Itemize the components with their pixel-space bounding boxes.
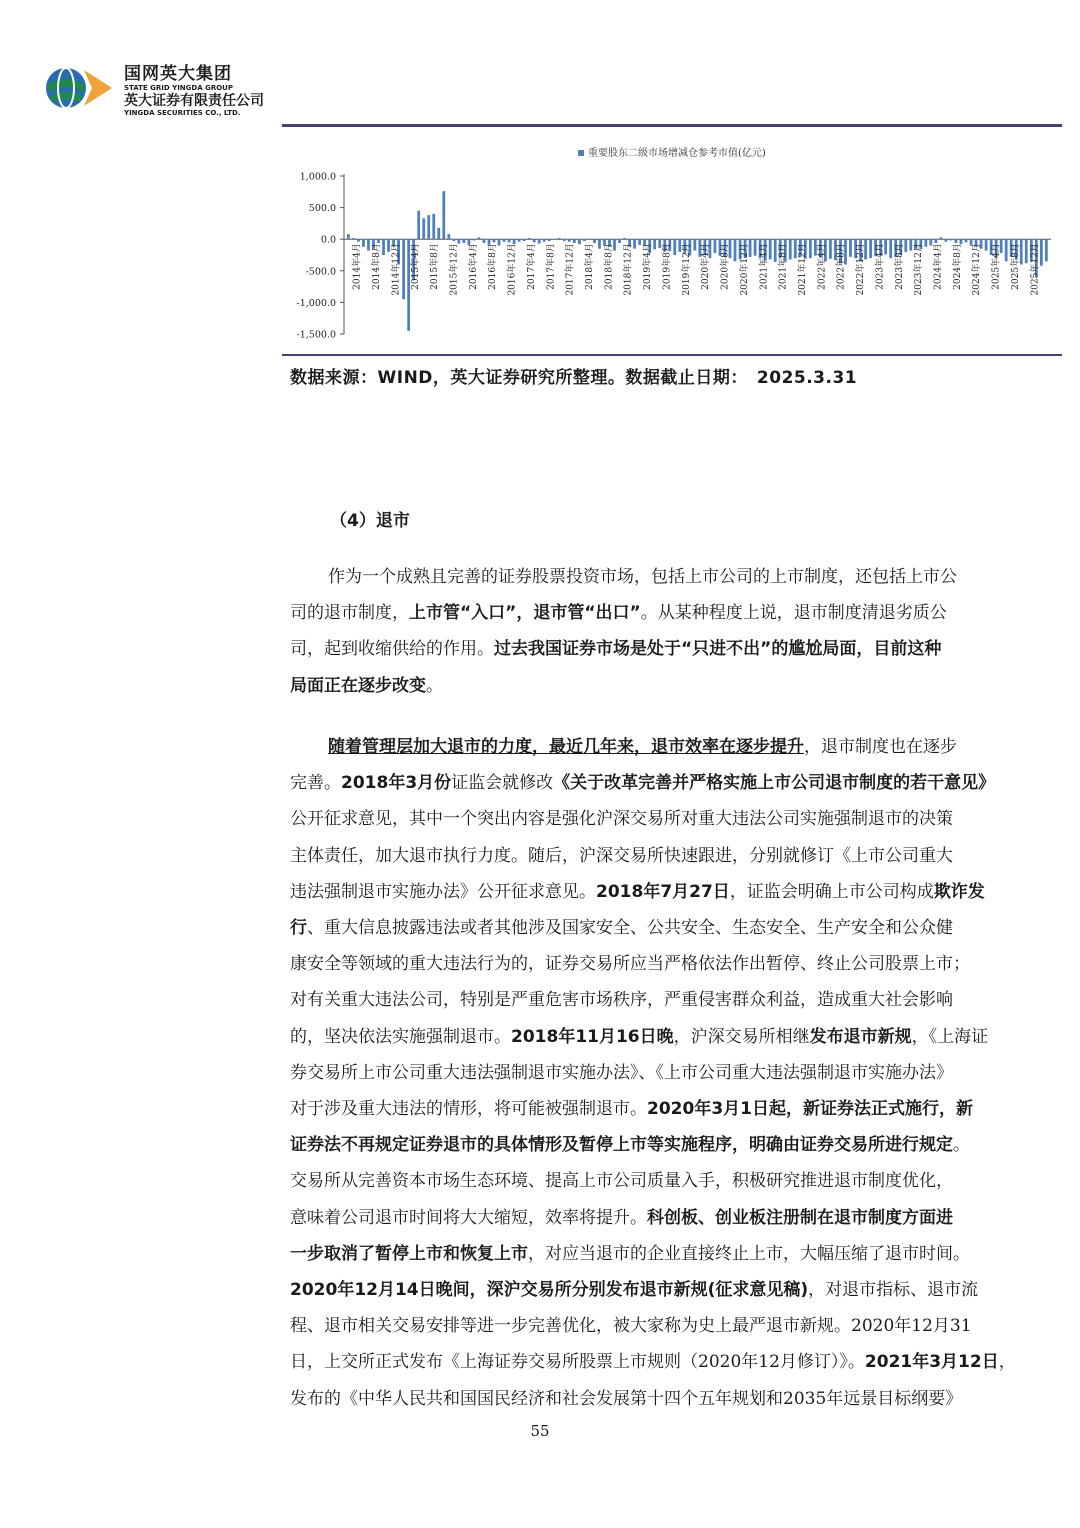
text-line <box>290 1200 1040 1236</box>
data-bar <box>473 239 476 240</box>
header-divider <box>282 124 1062 127</box>
text-run: ，退市制度也在逐步 <box>804 737 957 757</box>
data-bar <box>427 215 430 239</box>
x-tick-label: 2020年4月 <box>701 243 712 290</box>
x-tick-label: 2020年12月 <box>739 243 750 296</box>
data-bar <box>1040 239 1043 266</box>
text-line <box>290 1127 1040 1163</box>
data-bar <box>1005 239 1008 261</box>
x-tick-label: 2024年8月 <box>952 243 963 290</box>
data-bar <box>483 239 486 243</box>
data-bar <box>417 211 420 239</box>
text-run: 券交易所上市公司重大违法强制退市实施办法》、《上市公司重大违法强制退市实施办法》 <box>290 1062 953 1083</box>
x-tick-label: 2017年12月 <box>565 243 576 296</box>
data-bar <box>754 239 757 255</box>
text-line <box>290 801 1040 837</box>
text-line <box>290 982 1040 1018</box>
data-bar <box>493 239 496 242</box>
data-bar <box>809 239 812 258</box>
text-run: 的，坚决依法实施强制退市。 <box>290 1026 511 1047</box>
data-bar <box>548 239 551 241</box>
data-bar <box>523 239 526 241</box>
y-tick-label: 1,000.0 <box>299 171 336 183</box>
x-tick-label: 2024年12月 <box>972 243 983 296</box>
text-line <box>290 1236 1040 1272</box>
bar-chart <box>286 138 1062 356</box>
legend-label: 重要股东二级市场增减仓参考市值(亿元) <box>588 148 766 159</box>
text-run: 。从某种程度上说，退市制度清退劣质公 <box>640 603 947 624</box>
chart-bottom-divider <box>282 354 1062 356</box>
text-run: ，证监会明确上市公司构成 <box>729 881 934 902</box>
text-run: ，沪深交易所相继 <box>673 1026 810 1047</box>
data-bar <box>457 239 460 243</box>
bold-text-run: 过去我国证券市场是处于“只进不出”的尴尬局面，目前这种 <box>494 639 942 660</box>
x-tick-label: 2017年4月 <box>526 243 537 290</box>
text-run: 违法强制退市实施办法》公开征求意见。 <box>290 881 596 902</box>
data-bar <box>869 239 872 258</box>
text-run: 发布的《中华人民共和国国民经济和社会发展第十四个五年规划和2035年远景目标纲要》 <box>290 1388 963 1409</box>
x-tick-label: 2019年12月 <box>681 243 692 296</box>
text-line <box>290 631 1040 667</box>
text-line <box>290 1091 1040 1127</box>
data-bar <box>573 239 576 243</box>
data-bar <box>1025 239 1028 263</box>
x-tick-label: 2020年8月 <box>720 243 731 290</box>
text-line <box>290 874 1040 910</box>
y-tick-label: 500.0 <box>308 203 336 215</box>
bold-text-run: 2021年3月12日 <box>864 1352 999 1373</box>
subsidiary-name-en: YINGDA SECURITIES CO., LTD. <box>124 109 241 117</box>
data-bar <box>452 239 455 241</box>
data-bar <box>377 239 380 243</box>
data-bar <box>945 239 948 242</box>
data-bar <box>678 239 681 252</box>
x-tick-label: 2015年4月 <box>410 243 421 290</box>
x-tick-label: 2015年8月 <box>430 243 441 290</box>
data-bar <box>929 239 932 245</box>
x-tick-label: 2022年8月 <box>836 243 847 290</box>
text-run: 作为一个成熟且完善的证券股票投资市场，包括上市公司的上市制度，还包括上市公 <box>328 567 957 587</box>
x-tick-label: 2015年12月 <box>449 243 460 296</box>
y-tick-label: -500.0 <box>305 266 336 278</box>
data-bar <box>538 239 541 243</box>
paragraph-intro <box>290 559 1040 704</box>
text-line <box>290 1344 1040 1380</box>
x-tick-label: 2018年8月 <box>604 243 615 290</box>
text-run: ，对退市指标、退市流 <box>808 1280 979 1301</box>
company-name-cn: 国网英大集团 <box>124 64 232 84</box>
x-tick-label: 2016年8月 <box>488 243 499 290</box>
text-run: 司，起到收缩供给的作用。 <box>290 639 494 660</box>
data-bar <box>558 238 561 239</box>
data-bar <box>693 239 696 250</box>
data-bar <box>402 239 405 299</box>
text-run: 程、退市相关交易安排等进一步完善优化，被大家称为史上最严退市新规。2020年12月31 <box>290 1316 972 1337</box>
data-bar <box>543 239 546 242</box>
x-tick-label: 2022年4月 <box>817 243 828 290</box>
text-line <box>290 946 1040 982</box>
text-run: 交易所从完善资本市场生态环境、提高上市公司质量入手，积极研究推进退市制度优化， <box>290 1171 953 1192</box>
chart-container <box>286 138 1062 356</box>
data-bar <box>357 239 360 242</box>
text-run: 证监会就修改 <box>451 773 554 794</box>
text-run: 康安全等领域的重大违法行为的，证券交易所应当严格依法作出暂停、终止公司股票上市； <box>290 954 970 975</box>
data-bar <box>588 239 591 240</box>
data-bar <box>568 239 571 242</box>
text-run: 司的退市制度， <box>290 603 409 624</box>
data-bar <box>1045 239 1048 261</box>
text-line <box>290 729 1040 765</box>
data-bar <box>407 239 410 331</box>
data-bar <box>889 239 892 258</box>
y-tick-label: 0.0 <box>320 234 336 246</box>
bold-text-run: 发布退市新规 <box>809 1026 912 1047</box>
data-bar <box>618 239 621 243</box>
data-source-note: 数据来源：WIND，英大证券研究所整理。数据截止日期： 2025.3.31 <box>290 368 858 388</box>
data-bar <box>593 239 596 243</box>
header <box>40 58 340 128</box>
x-tick-label: 2019年4月 <box>643 243 654 290</box>
data-bar <box>829 239 832 259</box>
x-tick-label: 2014年12月 <box>391 243 402 296</box>
data-bar <box>673 239 676 255</box>
data-bar <box>598 239 601 248</box>
x-tick-label: 2014年4月 <box>352 243 363 290</box>
bold-text-run: 2018年7月27日 <box>596 881 730 902</box>
data-bar <box>774 239 777 262</box>
text-run: 对于涉及重大违法的情形，将可能被强制退市。 <box>290 1099 647 1120</box>
text-run: ， <box>998 1352 1016 1373</box>
data-bar <box>924 239 927 247</box>
data-bar <box>940 237 943 239</box>
data-bar <box>447 234 450 239</box>
text-run: 日，上交所正式发布《上海证券交易所股票上市规则（2020年12月修订）》。 <box>290 1352 865 1373</box>
data-bar <box>437 228 440 239</box>
paragraph-delisting-history <box>290 729 1040 1417</box>
data-bar <box>553 239 556 240</box>
x-tick-label: 2025年12月 <box>1030 243 1041 296</box>
data-bar <box>387 239 390 252</box>
y-tick-label: -1,500.0 <box>296 329 336 341</box>
x-tick-label: 2018年4月 <box>585 243 596 290</box>
text-run: 意味着公司退市时间将大大缩短，效率将提升。 <box>290 1207 647 1228</box>
text-line <box>290 668 1040 704</box>
data-bar <box>935 239 938 243</box>
data-bar <box>367 239 370 250</box>
bold-text-run: 证券法不再规定证券退市的具体情形及暂停上市等实施程序，明确由证券交易所进行规定 <box>290 1135 953 1156</box>
x-tick-label: 2014年8月 <box>372 243 383 290</box>
x-tick-label: 2016年12月 <box>507 243 518 296</box>
data-bar <box>904 239 907 252</box>
bold-text-run: 一步取消了暂停上市和恢复上市 <box>290 1243 528 1264</box>
text-run: 对有关重大违法公司，特别是严重危害市场秩序，严重侵害群众利益，造成重大社会影响 <box>290 990 953 1011</box>
bold-text-run: 欺诈发 <box>933 881 985 902</box>
x-tick-label: 2021年12月 <box>797 243 808 296</box>
data-bar <box>623 238 626 239</box>
data-bar <box>442 191 445 239</box>
data-bar <box>462 239 465 243</box>
data-bar <box>352 238 355 239</box>
section-title: （4）退市 <box>330 511 410 531</box>
data-bar <box>734 239 737 261</box>
data-bar <box>518 239 521 242</box>
x-tick-label: 2021年4月 <box>759 243 770 290</box>
text-run: 、重大信息披露违法或者其他涉及国家安全、公共安全、生态安全、生产安全和公众健 <box>307 918 953 939</box>
legend-swatch <box>578 150 584 156</box>
data-bar <box>583 239 586 241</box>
text-run: ，对应当退市的企业直接终止上市，大幅压缩了退市时间。 <box>528 1243 970 1264</box>
text-line <box>290 595 1040 631</box>
data-bar <box>658 239 661 248</box>
text-run: 。 <box>426 675 443 696</box>
bold-text-run: 行 <box>290 918 307 939</box>
text-line <box>290 765 1040 801</box>
data-bar <box>653 239 656 249</box>
text-line <box>290 1019 1040 1055</box>
company-name-block <box>124 64 264 118</box>
data-bar <box>578 239 581 244</box>
text-line <box>290 1308 1040 1344</box>
data-bar <box>503 239 506 242</box>
subsidiary-name-cn: 英大证券有限责任公司 <box>124 93 264 109</box>
x-tick-label: 2023年12月 <box>914 243 925 296</box>
data-bar <box>950 239 953 240</box>
data-bar <box>432 214 435 239</box>
data-bar <box>714 239 717 253</box>
x-tick-label: 2023年8月 <box>894 243 905 290</box>
data-bar <box>638 239 641 245</box>
text-line <box>290 1163 1040 1199</box>
text-line <box>290 1055 1040 1091</box>
bold-text-run: 《关于改革完善并严格实施上市公司退市制度的若干意见》 <box>553 773 996 794</box>
text-line <box>290 1272 1040 1308</box>
data-bar <box>347 234 350 239</box>
data-bar <box>849 239 852 257</box>
bold-text-run: 局面正在逐步改变 <box>290 675 426 696</box>
text-line <box>290 559 1040 595</box>
data-bar <box>382 239 385 255</box>
y-tick-label: -1,000.0 <box>296 297 336 309</box>
data-bar <box>909 239 912 250</box>
x-tick-label: 2017年8月 <box>546 243 557 290</box>
text-run: 公开征求意见，其中一个突出内容是强化沪深交易所对重大违法公司实施强制退市的决策 <box>290 809 953 830</box>
bold-text-run: 2018年11月16日晚 <box>511 1026 674 1047</box>
data-bar <box>528 238 531 239</box>
data-bar <box>563 239 566 241</box>
text-run: 完善。 <box>290 773 341 794</box>
company-logo-icon <box>44 64 118 116</box>
data-bar <box>985 239 988 250</box>
x-tick-label: 2025年8月 <box>1010 243 1021 290</box>
data-bar <box>789 239 792 259</box>
bold-text-run: 随着管理层加大退市的力度，最近几年来，退市效率在逐步提升 <box>328 737 804 757</box>
data-bar <box>422 218 425 239</box>
data-bar <box>814 239 817 255</box>
x-tick-label: 2025年4月 <box>991 243 1002 290</box>
x-tick-label: 2019年8月 <box>662 243 673 290</box>
bold-text-run: 2020年12月14日晚间，深沪交易所分别发布退市新规(征求意见稿) <box>290 1280 809 1301</box>
text-line <box>290 910 1040 946</box>
bold-text-run: 科创板、创业板注册制在退市制度方面进 <box>647 1207 953 1228</box>
x-tick-label: 2018年12月 <box>623 243 634 296</box>
x-tick-label: 2016年4月 <box>468 243 479 290</box>
data-bar <box>533 239 536 242</box>
data-bar <box>508 239 511 242</box>
x-tick-label: 2021年8月 <box>778 243 789 290</box>
page-number: 55 <box>530 1422 550 1440</box>
data-bar <box>955 239 958 243</box>
x-tick-label: 2023年4月 <box>875 243 886 290</box>
text-run: 。 <box>953 1135 970 1156</box>
x-tick-label: 2024年4月 <box>933 243 944 290</box>
x-tick-label: 2022年12月 <box>856 243 867 296</box>
data-bar <box>794 239 797 258</box>
data-bar <box>965 239 968 242</box>
text-run: ，《上海证 <box>911 1026 989 1047</box>
text-line <box>290 838 1040 874</box>
bold-text-run: 2020年3月1日起，新证券法正式施行，新 <box>647 1099 973 1120</box>
company-name-en: STATE GRID YINGDA GROUP <box>124 84 233 92</box>
bold-text-run: 上市管“入口”，退市管“出口” <box>409 603 641 624</box>
text-run: 主体责任，加大退市执行力度。随后，沪深交易所快速跟进，分别就修订《上市公司重大 <box>290 845 953 866</box>
text-line <box>290 1381 1040 1417</box>
bold-text-run: 2018年3月份 <box>341 773 452 794</box>
data-bar <box>478 237 481 239</box>
